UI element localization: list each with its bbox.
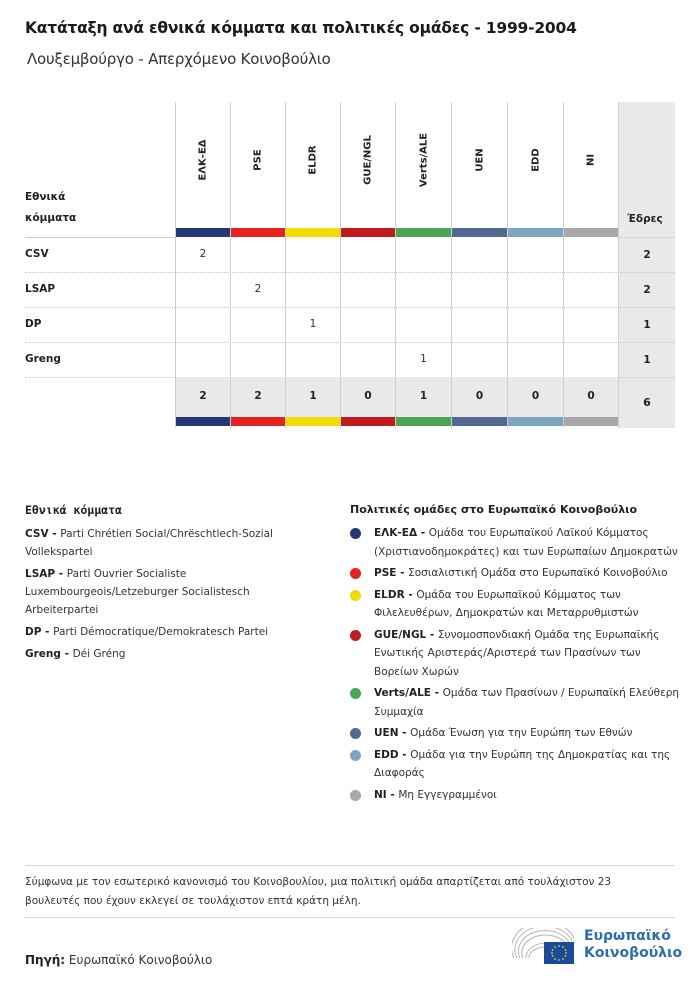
table-cell: 2 [254, 283, 262, 295]
group-color-bar [508, 228, 563, 237]
separator: - [398, 748, 411, 761]
group-header-label: GUE/NGL [362, 135, 374, 185]
seats-header: Έδρες [627, 213, 663, 225]
group-header [231, 102, 285, 228]
group-name: Μη Εγγεγραμμένοι [398, 788, 497, 801]
table-cell [564, 342, 618, 377]
table-cell [231, 342, 285, 377]
national-party-item [25, 565, 325, 619]
table-cell [231, 237, 285, 272]
table-cell [176, 272, 230, 307]
group-color-bar [452, 228, 507, 237]
group-color-bar [341, 417, 395, 426]
group-header [341, 102, 395, 228]
political-group-item [350, 564, 685, 583]
group-color-bar [176, 417, 230, 426]
group-total: 0 [452, 377, 507, 417]
group-color-bar [564, 417, 618, 426]
group-color-bar [396, 417, 451, 426]
group-column [451, 102, 507, 428]
groups-legend-title: Πολιτικές ομάδες στο Ευρωπαϊκό Κοινοβούλιο [350, 503, 638, 516]
row-header [25, 187, 76, 229]
national-party-item [25, 623, 325, 641]
group-total: 0 [508, 377, 563, 417]
table-cell [508, 237, 563, 272]
group-abbr: ΕΛΚ-ΕΔ [374, 527, 418, 539]
party-abbr: LSAP [25, 568, 56, 580]
party-name: Parti Ouvrier Socialiste Luxembourgeois/Letzeburger Socialistesch Arbeiterpartei [25, 568, 250, 616]
group-abbr: UEN [374, 727, 399, 739]
group-color-bar [176, 228, 230, 237]
logo-line1: Ευρωπαϊκό [584, 928, 671, 944]
logo-line2: Κοινοβούλιο [584, 945, 683, 961]
party-name: Déi Gréng [72, 648, 126, 660]
divider [25, 917, 675, 918]
group-color-bar [231, 417, 285, 426]
group-header [508, 102, 563, 228]
separator: - [48, 528, 61, 540]
group-color-bar [564, 228, 618, 237]
group-color-bar [396, 228, 451, 237]
group-color-dot-icon [350, 568, 361, 579]
group-name: Ομάδα για την Ευρώπη της Δημοκρατίας και της Διαφοράς [374, 748, 671, 779]
table-cell [396, 272, 451, 307]
group-column [230, 102, 285, 428]
group-color-bar [286, 228, 340, 237]
table-cell [508, 307, 563, 342]
party-name: Parti Démocratique/Demokratesch Partei [53, 626, 269, 638]
table-cell [341, 272, 395, 307]
group-header-label: UEN [474, 148, 485, 172]
group-color-dot-icon [350, 630, 361, 641]
group-name: Ομάδα των Πρασίνων / Ευρωπαϊκή Ελεύθερη Συμμαχία [374, 687, 680, 718]
group-abbr: Verts/ALE [374, 687, 431, 699]
group-total: 0 [341, 377, 395, 417]
group-name: Ομάδα του Ευρωπαϊκού Κόμματος των Φιλελευθέρων, Δημοκρατών και Μεταρρυθμιστών [374, 588, 639, 619]
party-abbr: DP [25, 626, 42, 638]
table-cell [341, 307, 395, 342]
table-cell [341, 237, 395, 272]
table-cell [564, 237, 618, 272]
party-abbr: Greng [25, 648, 61, 660]
table-cell: 2 [199, 248, 207, 260]
separator: - [417, 527, 429, 539]
national-party-item [25, 645, 325, 663]
separator: - [398, 727, 411, 739]
separator: - [426, 628, 438, 641]
separator: - [430, 687, 443, 699]
table-cell [508, 272, 563, 307]
group-header [564, 102, 618, 228]
group-abbr: GUE/NGL [374, 628, 427, 641]
group-total: 2 [231, 377, 285, 417]
group-color-dot-icon [350, 528, 361, 539]
table-cell [452, 342, 507, 377]
group-color-bar [341, 228, 395, 237]
page-subtitle: Λουξεμβούργο - Απερχόμενο Κοινοβούλιο [27, 50, 331, 68]
parliament-hemicycle-icon [512, 928, 580, 968]
row-label-dp: DP [25, 318, 42, 330]
party-abbr: CSV [25, 528, 49, 540]
page-title: Κατάταξη ανά εθνικά κόμματα και πολιτικές ομάδες - 1999-2004 [25, 19, 577, 37]
ep-logo [512, 928, 682, 968]
group-color-bar [286, 417, 340, 426]
group-header-label: Verts/ALE [418, 132, 429, 188]
group-column [175, 102, 230, 428]
group-column [563, 102, 619, 428]
table-cell [176, 307, 230, 342]
group-name: Ομάδα Ένωση για την Ευρώπη των Εθνών [410, 727, 633, 739]
group-abbr: NI [374, 788, 387, 801]
separator: - [60, 648, 73, 660]
group-header-label: PSE [252, 149, 264, 171]
group-column [395, 102, 451, 428]
seats-cell: 2 [619, 237, 675, 272]
political-group-item [350, 724, 685, 743]
group-header [286, 102, 340, 228]
national-party-item [25, 525, 325, 561]
group-color-dot-icon [350, 728, 361, 739]
group-header [176, 102, 230, 228]
separator: - [55, 568, 67, 580]
seats-cell: 2 [619, 272, 675, 307]
political-group-item [350, 524, 685, 561]
table-cell: 1 [309, 318, 317, 330]
logo-text [584, 928, 682, 962]
group-color-dot-icon [350, 750, 361, 761]
table-cell [564, 307, 618, 342]
political-group-item [350, 626, 685, 682]
group-header-label: ELDR [307, 145, 319, 175]
group-header-label: NI [585, 153, 597, 167]
group-column [507, 102, 563, 428]
table-cell: 1 [420, 353, 427, 365]
group-color-bar [452, 417, 507, 426]
row-label-lsap: LSAP [25, 283, 56, 295]
table-cell [396, 237, 451, 272]
source-label: Πηγή: [25, 953, 66, 967]
row-label-greng: Greng [25, 353, 61, 365]
source-value: Ευρωπαϊκό Κοινοβούλιο [65, 953, 213, 967]
group-abbr: PSE [374, 567, 397, 579]
group-color-dot-icon [350, 790, 361, 801]
group-color-bar [508, 417, 563, 426]
table-cell [231, 307, 285, 342]
separator: - [386, 788, 399, 801]
seats-cell: 1 [619, 342, 675, 377]
row-label-csv: CSV [25, 248, 49, 260]
political-groups-legend [350, 503, 685, 807]
table-cell [452, 237, 507, 272]
group-color-bar [231, 228, 285, 237]
divider [25, 865, 675, 866]
separator: - [41, 626, 54, 638]
group-total: 0 [564, 377, 618, 417]
group-total: 1 [286, 377, 340, 417]
political-group-item [350, 586, 685, 623]
table-cell [396, 307, 451, 342]
seats-column [619, 102, 675, 428]
source [25, 953, 212, 967]
group-color-dot-icon [350, 688, 361, 699]
political-group-item [350, 746, 685, 783]
group-abbr: EDD [374, 748, 399, 761]
group-total: 2 [176, 377, 230, 417]
separator: - [396, 567, 409, 579]
national-legend-title: Εθνικά κόμματα [25, 503, 122, 517]
table-cell [286, 272, 340, 307]
table-cell [452, 307, 507, 342]
table-cell [508, 342, 563, 377]
table-cell [341, 342, 395, 377]
separator: - [404, 588, 417, 601]
row-header-line1: Εθνικά [25, 191, 66, 203]
party-name: Parti Chrétien Social/Chrëschtlech-Sozial Vollekspartei [25, 528, 273, 558]
table-cell [452, 272, 507, 307]
table-cell [176, 342, 230, 377]
seat-table [25, 102, 675, 428]
seats-grand-total: 6 [619, 377, 675, 428]
group-name: Ομάδα του Ευρωπαϊκού Λαϊκού Κόμματος (Χριστιανοδημοκράτες) και των Ευρωπαίων Δημοκρατών [374, 527, 678, 558]
group-abbr: ELDR [374, 588, 405, 601]
group-color-dot-icon [350, 590, 361, 601]
group-total: 1 [396, 377, 451, 417]
political-group-item [350, 786, 685, 805]
seats-cell: 1 [619, 307, 675, 342]
group-header [396, 102, 451, 228]
group-column [340, 102, 395, 428]
group-header-label: ΕΛΚ-ΕΔ [197, 139, 209, 181]
table-cell [564, 272, 618, 307]
footnote: Σύμφωνα με τον εσωτερικό κανονισμό του Κοινοβουλίου, μια πολιτική ομάδα απαρτίζεται από τουλάχιστον 23 βουλευτές που έχουν εκλεγεί σε τουλάχιστον επτά κράτη μέλη. [25, 876, 612, 907]
group-name: Συνομοσπονδιακή Ομάδα της Ευρωπαϊκής Ενωτικής Αριστεράς/Αριστερά των Πρασίνων των Βορείων Χωρών [374, 628, 660, 678]
row-header-line2: κόμματα [25, 212, 77, 224]
group-column [285, 102, 340, 428]
group-header [452, 102, 507, 228]
group-header-label: EDD [530, 148, 541, 172]
table-cell [286, 237, 340, 272]
group-name: Σοσιαλιστική Ομάδα στο Ευρωπαϊκό Κοινοβούλιο [408, 567, 668, 579]
table-cell [286, 342, 340, 377]
national-parties-legend [25, 503, 325, 667]
political-group-item [350, 684, 685, 721]
